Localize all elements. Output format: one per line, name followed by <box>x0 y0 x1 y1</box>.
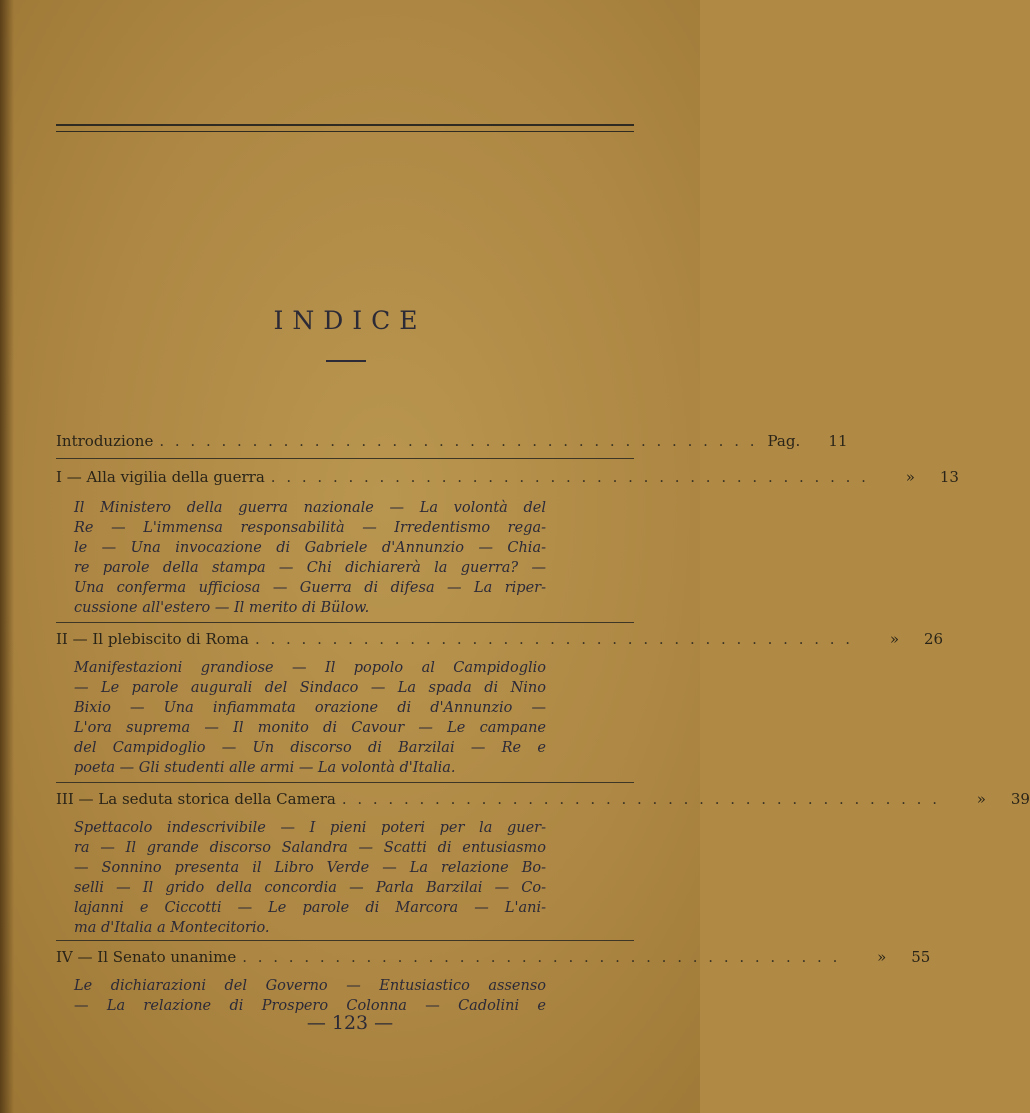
summary-line: Re — L'immensa responsabilità — Irredentismo rega- <box>74 520 546 536</box>
spine-shadow <box>0 0 14 1113</box>
toc-heading: Introduzione <box>56 432 154 450</box>
summary-line: poeta — Gli studenti alle armi — La volontà d'Italia. <box>74 760 456 776</box>
toc-summary-1 <box>74 498 546 618</box>
page-prefix: » <box>905 468 915 486</box>
summary-line: lajanni e Ciccotti — Le parole di Marcora — L'ani- <box>74 900 546 916</box>
toc-heading: IV — Il Senato unanime <box>56 948 237 966</box>
summary-line: le — Una invocazione di Gabriele d'Annunzio — Chia- <box>74 540 546 556</box>
leader-dots: . . . . . . . . . . . . . . . . . . . . . . . . . . . . . . . . . . . . . . . <box>242 948 841 966</box>
toc-summary-3 <box>74 818 546 938</box>
entry-separator <box>56 458 634 459</box>
summary-line: ra — Il grande discorso Salandra — Scatti di entusiasmo <box>74 840 546 856</box>
page-prefix: » <box>877 948 887 966</box>
leader-dots: . . . . . . . . . . . . . . . . . . . . . . . . . . . . . . . . . . . . . . . <box>254 630 854 648</box>
summary-line: — Sonnino presenta il Libro Verde — La relazione Bo- <box>74 860 546 876</box>
page-number: 55 <box>911 948 931 966</box>
toc-entry-1 <box>56 466 959 488</box>
summary-line: Manifestazioni grandiose — Il popolo al Campidoglio <box>74 660 546 676</box>
summary-line: Le dichiarazioni del Governo — Entusiastico assenso <box>74 978 546 994</box>
leader-dots: . . . . . . . . . . . . . . . . . . . . . . . . . . . . . . . . . . . . . . . <box>159 432 758 450</box>
page-number-footer: — 123 — <box>306 1012 394 1034</box>
title-underline <box>326 360 366 362</box>
toc-entry-4 <box>56 946 931 968</box>
page-prefix: Pag. <box>767 432 801 450</box>
leader-dots: . . . . . . . . . . . . . . . . . . . . . . . . . . . . . . . . . . . . . . . <box>270 468 869 486</box>
entry-separator <box>56 622 634 623</box>
summary-line: ma d'Italia a Montecitorio. <box>74 920 270 936</box>
summary-line: cussione all'estero — Il merito di Bülow. <box>74 600 370 616</box>
top-double-rule <box>56 124 634 132</box>
toc-heading: II — Il plebiscito di Roma <box>56 630 249 648</box>
page-title: INDICE <box>273 306 427 335</box>
toc-entry-3 <box>56 788 1030 810</box>
summary-line: L'ora suprema — Il monito di Cavour — Le campane <box>74 720 546 736</box>
page-number: 39 <box>1010 790 1030 808</box>
page-number: 11 <box>828 432 848 450</box>
summary-line: Il Ministero della guerra nazionale — La volontà del <box>74 500 546 516</box>
entry-separator <box>56 782 634 783</box>
summary-line: del Campidoglio — Un discorso di Barzilai — Re e <box>74 740 546 756</box>
toc-entry-2 <box>56 628 944 650</box>
page-prefix: » <box>976 790 986 808</box>
toc-summary-4 <box>74 976 546 1016</box>
toc-summary-2 <box>74 658 546 778</box>
summary-line: re parole della stampa — Chi dichiarerà la guerra? — <box>74 560 546 576</box>
summary-line: Spettacolo indescrivibile — I pieni poteri per la guer- <box>74 820 546 836</box>
summary-line: — Le parole augurali del Sindaco — La spada di Nino <box>74 680 546 696</box>
page-number: 13 <box>939 468 959 486</box>
page-number: 26 <box>924 630 944 648</box>
toc-heading: I — Alla vigilia della guerra <box>56 468 265 486</box>
toc-entry-introduzione <box>56 430 848 452</box>
summary-line: selli — Il grido della concordia — Parla Barzilai — Co- <box>74 880 546 896</box>
page-prefix: » <box>889 630 900 648</box>
leader-dots: . . . . . . . . . . . . . . . . . . . . . . . . . . . . . . . . . . . . . . . <box>341 790 940 808</box>
entry-separator <box>56 940 634 941</box>
summary-line: — La relazione di Prospero Colonna — Cadolini e <box>74 998 546 1014</box>
toc-heading: III — La seduta storica della Camera <box>56 790 336 808</box>
summary-line: Una conferma ufficiosa — Guerra di difesa — La riper- <box>74 580 546 596</box>
summary-line: Bixio — Una infiammata orazione di d'Annunzio — <box>74 700 546 716</box>
